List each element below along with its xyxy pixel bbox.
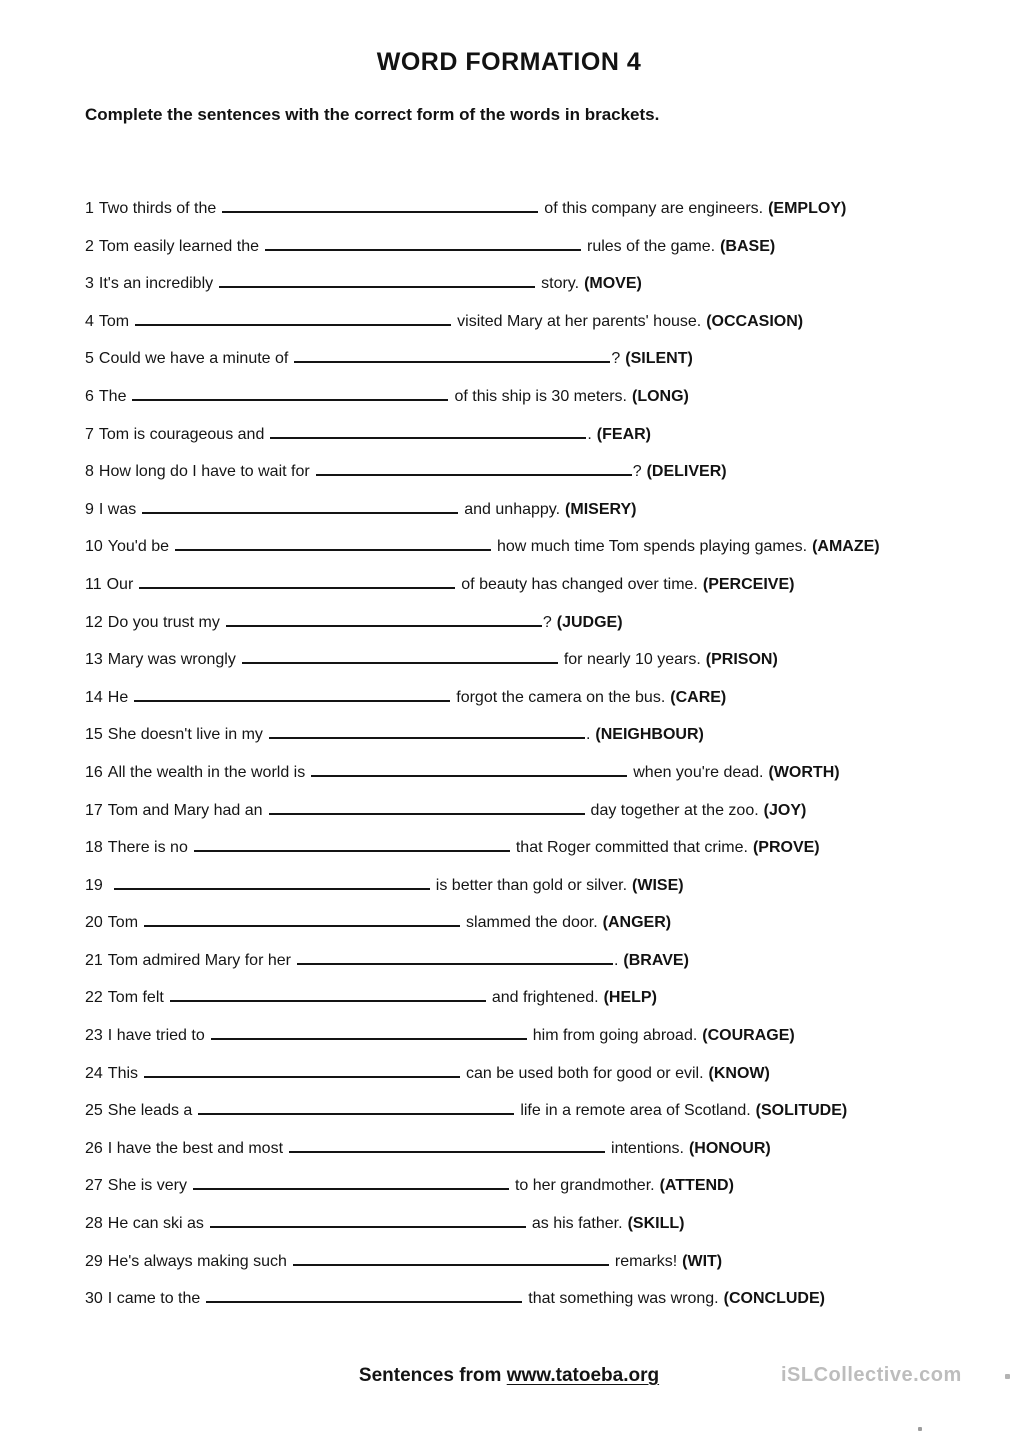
answer-blank xyxy=(270,425,586,439)
sentence-row xyxy=(85,1130,988,1168)
sentence-text-after: of this company are engineers. xyxy=(544,200,764,217)
answer-blank xyxy=(144,1064,460,1078)
sentence-text-before: I was xyxy=(98,500,137,518)
keyword-bracket: (JOY) xyxy=(763,801,807,819)
answer-blank xyxy=(114,876,430,890)
sentence-number: 25 xyxy=(85,1102,103,1120)
sentence-row xyxy=(85,1280,988,1318)
sentence-number: 3 xyxy=(85,275,94,293)
sentence-row xyxy=(85,829,988,867)
sentence-text-after: of this ship is 30 meters. xyxy=(454,387,627,405)
sentence-text-before: There is no xyxy=(107,839,188,857)
sentence-row xyxy=(85,265,988,303)
sentence-row xyxy=(85,867,988,905)
sentence-row xyxy=(85,1017,988,1055)
tatoeba-link[interactable]: www.tatoeba.org xyxy=(506,1365,660,1386)
sentence-text-after: him from going abroad. xyxy=(532,1027,698,1045)
keyword-bracket: (COURAGE) xyxy=(702,1027,795,1045)
sentence-text-before: How long do I have to wait for xyxy=(98,463,310,481)
sentence-text-after: can be used both for good or evil. xyxy=(466,1064,704,1082)
sentence-text-before: The xyxy=(98,387,127,405)
sentence-text-before: She is very xyxy=(107,1177,187,1195)
sentence-text-after: is better than gold or silver. xyxy=(435,876,628,894)
keyword-bracket: (BASE) xyxy=(720,237,776,255)
keyword-bracket: (MOVE) xyxy=(584,275,642,293)
sentence-text-before: Could we have a minute of xyxy=(98,350,289,368)
sentence-text-before: Two thirds of the xyxy=(98,200,217,217)
sentence-row xyxy=(85,754,988,792)
answer-blank xyxy=(193,1177,509,1191)
artifact-dot xyxy=(918,1427,922,1431)
answer-blank xyxy=(222,199,538,213)
sentence-row xyxy=(85,228,988,266)
keyword-bracket: (BRAVE) xyxy=(623,951,689,969)
sentence-row xyxy=(85,1205,988,1243)
sentence-number: 10 xyxy=(85,538,103,556)
sentence-text-before: She doesn't live in my xyxy=(107,726,263,744)
sentence-text-before: Tom easily learned the xyxy=(98,237,259,255)
answer-blank xyxy=(316,463,632,477)
answer-blank xyxy=(297,951,613,965)
keyword-bracket: (HELP) xyxy=(603,989,657,1007)
keyword-bracket: (SKILL) xyxy=(627,1215,685,1233)
sentence-row xyxy=(85,378,988,416)
sentence-row xyxy=(85,453,988,491)
sentence-text-after: life in a remote area of Scotland. xyxy=(520,1102,751,1120)
keyword-bracket: (WISE) xyxy=(632,876,684,894)
sentence-row xyxy=(85,190,988,228)
sentence-number: 18 xyxy=(85,839,103,857)
sentence-number: 11 xyxy=(85,575,102,593)
sentence-row xyxy=(85,416,988,454)
sentence-text-before: Tom and Mary had an xyxy=(107,801,263,819)
answer-blank xyxy=(175,538,491,552)
keyword-bracket: (PERCEIVE) xyxy=(702,575,795,593)
answer-blank xyxy=(139,575,455,589)
sentence-text-before: He's always making such xyxy=(107,1252,287,1270)
keyword-bracket: (LONG) xyxy=(632,387,689,405)
sentence-text-after: for nearly 10 years. xyxy=(563,651,701,669)
sentence-number: 22 xyxy=(85,989,103,1007)
sentence-text-before: I have tried to xyxy=(107,1027,205,1045)
sentence-text-before: Tom xyxy=(98,312,130,330)
answer-blank xyxy=(289,1139,605,1153)
sentence-number: 14 xyxy=(85,688,103,706)
sentence-row xyxy=(85,679,988,717)
sentence-number: 7 xyxy=(85,425,94,443)
keyword-bracket: (AMAZE) xyxy=(812,538,880,556)
sentence-text-after: visited Mary at her parents' house. xyxy=(457,312,702,330)
sentence-number: 17 xyxy=(85,801,103,819)
keyword-bracket: (CARE) xyxy=(670,688,727,706)
sentence-text-before: I have the best and most xyxy=(107,1139,284,1157)
sentence-number: 16 xyxy=(85,763,103,781)
sentence-row xyxy=(85,1092,988,1130)
sentence-text-after: intentions. xyxy=(611,1139,684,1157)
sentence-row xyxy=(85,942,988,980)
sentence-text-after: when you're dead. xyxy=(633,763,764,781)
sentence-text-before: Tom admired Mary for her xyxy=(107,951,291,969)
sentence-number: 6 xyxy=(85,387,94,405)
sentence-text-before: She leads a xyxy=(107,1102,193,1120)
sentence-row xyxy=(85,792,988,830)
keyword-bracket: (EMPLOY) xyxy=(768,200,847,217)
sentence-text-after: to her grandmother. xyxy=(514,1177,655,1195)
sentence-number: 23 xyxy=(85,1027,103,1045)
sentence-text-before: Do you trust my xyxy=(107,613,220,631)
keyword-bracket: (MISERY) xyxy=(565,500,637,518)
sentence-row xyxy=(85,1055,988,1093)
sentence-number: 28 xyxy=(85,1215,103,1233)
sentence-text-before: Our xyxy=(106,575,134,593)
keyword-bracket: (PRISON) xyxy=(705,651,778,669)
sentence-text-before: I came to the xyxy=(107,1290,201,1308)
sentence-text-before: He xyxy=(107,688,129,706)
sentence-number: 19 xyxy=(85,876,103,894)
answer-blank xyxy=(194,839,510,853)
answer-blank xyxy=(269,801,585,815)
answer-blank xyxy=(210,1214,526,1228)
sentence-text-after: and frightened. xyxy=(491,989,599,1007)
sentence-number: 1 xyxy=(85,200,94,217)
keyword-bracket: (DELIVER) xyxy=(646,463,727,481)
answer-blank xyxy=(294,350,610,364)
sentence-number: 24 xyxy=(85,1064,103,1082)
sentence-row xyxy=(85,303,988,341)
sentence-row xyxy=(85,491,988,529)
sentence-text-after: forgot the camera on the bus. xyxy=(456,688,666,706)
sentence-text-after: slammed the door. xyxy=(466,914,598,932)
keyword-bracket: (CONCLUDE) xyxy=(723,1290,825,1308)
sentence-row xyxy=(85,528,988,566)
sentence-text-before: Tom xyxy=(107,914,139,932)
sentence-text-after: remarks! xyxy=(614,1252,678,1270)
sentence-number: 26 xyxy=(85,1139,103,1157)
keyword-bracket: (WORTH) xyxy=(768,763,840,781)
answer-blank xyxy=(226,613,542,627)
sentence-number: 29 xyxy=(85,1252,103,1270)
sentence-row xyxy=(85,1243,988,1281)
answer-blank xyxy=(293,1252,609,1266)
sentence-number: 12 xyxy=(85,613,103,631)
answer-blank xyxy=(142,500,458,514)
sentence-text-after: day together at the zoo. xyxy=(590,801,759,819)
answer-blank xyxy=(170,989,486,1003)
sentence-row xyxy=(85,716,988,754)
answer-blank xyxy=(311,763,627,777)
sentence-number: 27 xyxy=(85,1177,103,1195)
islcollective-watermark: iSLCollective.com xyxy=(781,1364,962,1386)
keyword-bracket: (HONOUR) xyxy=(688,1139,771,1157)
keyword-bracket: (SOLITUDE) xyxy=(755,1102,848,1120)
sentence-text-after: of beauty has changed over time. xyxy=(461,575,698,593)
keyword-bracket: (NEIGHBOUR) xyxy=(595,726,704,744)
sentence-number: 9 xyxy=(85,500,94,518)
sentence-text-after: story. xyxy=(541,275,580,293)
sentence-text-after: ? xyxy=(542,613,552,631)
keyword-bracket: (FEAR) xyxy=(596,425,652,443)
keyword-bracket: (ANGER) xyxy=(602,914,672,932)
page-title: WORD FORMATION 4 xyxy=(376,48,642,76)
sentence-text-after: ? xyxy=(632,463,642,481)
sentence-text-after: ? xyxy=(611,350,621,368)
sentence-text-after: that something was wrong. xyxy=(528,1290,719,1308)
answer-blank xyxy=(211,1026,527,1040)
sentence-row xyxy=(85,641,988,679)
sentence-number: 13 xyxy=(85,651,103,669)
answer-blank xyxy=(219,275,535,289)
sentence-number: 8 xyxy=(85,463,94,481)
sentence-text-after: rules of the game. xyxy=(587,237,716,255)
sentence-text-before: It's an incredibly xyxy=(98,275,214,293)
sentence-number: 21 xyxy=(85,951,103,969)
sentence-row xyxy=(85,979,988,1017)
sentence-text-before: Tom felt xyxy=(107,989,164,1007)
sentence-row xyxy=(85,566,988,604)
keyword-bracket: (SILENT) xyxy=(625,350,693,368)
sentence-text-after: . xyxy=(613,951,619,969)
sentence-list xyxy=(85,190,988,1318)
sentence-row xyxy=(85,904,988,942)
footer-credit-prefix: Sentences from xyxy=(358,1365,507,1386)
sentence-text-after: and unhappy. xyxy=(464,500,561,518)
sentence-number: 5 xyxy=(85,350,94,368)
answer-blank xyxy=(265,237,581,251)
sentence-text-before: This xyxy=(107,1064,139,1082)
sentence-number: 30 xyxy=(85,1290,103,1308)
keyword-bracket: (KNOW) xyxy=(708,1064,770,1082)
answer-blank xyxy=(198,1102,514,1116)
answer-blank xyxy=(134,688,450,702)
answer-blank xyxy=(242,651,558,665)
sentence-text-before: Mary was wrongly xyxy=(107,651,236,669)
sentence-row xyxy=(85,1167,988,1205)
keyword-bracket: (ATTEND) xyxy=(659,1177,734,1195)
sentence-text-after: . xyxy=(587,425,592,443)
sentence-text-after: that Roger committed that crime. xyxy=(515,839,748,857)
answer-blank xyxy=(135,312,451,326)
keyword-bracket: (JUDGE) xyxy=(556,613,623,631)
answer-blank xyxy=(206,1290,522,1304)
keyword-bracket: (OCCASION) xyxy=(706,312,804,330)
sentence-text-after: . xyxy=(585,726,591,744)
artifact-dot xyxy=(1005,1374,1010,1379)
sentence-row xyxy=(85,604,988,642)
sentence-row xyxy=(85,340,988,378)
sentence-number: 15 xyxy=(85,726,103,744)
instruction-text: Complete the sentences with the correct form of the words in brackets. xyxy=(85,105,660,124)
sentence-text-after: how much time Tom spends playing games. xyxy=(497,538,808,556)
sentence-text-before: All the wealth in the world is xyxy=(107,763,306,781)
sentence-text-before: You'd be xyxy=(107,538,169,556)
sentence-text-after: as his father. xyxy=(531,1215,623,1233)
answer-blank xyxy=(132,387,448,401)
answer-blank xyxy=(269,726,585,740)
answer-blank xyxy=(144,914,460,928)
keyword-bracket: (WIT) xyxy=(682,1252,723,1270)
sentence-number: 20 xyxy=(85,914,103,932)
sentence-text-before: Tom is courageous and xyxy=(98,425,265,443)
keyword-bracket: (PROVE) xyxy=(752,839,820,857)
sentence-number: 4 xyxy=(85,312,94,330)
sentence-number: 2 xyxy=(85,237,94,255)
sentence-text-before: He can ski as xyxy=(107,1215,204,1233)
